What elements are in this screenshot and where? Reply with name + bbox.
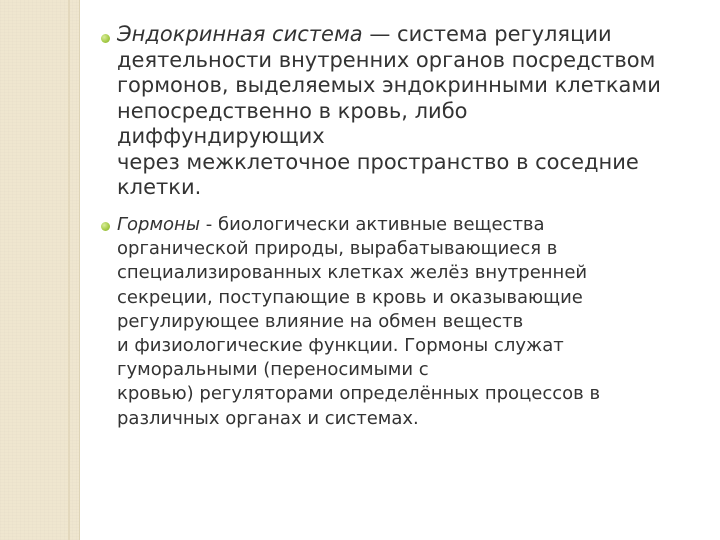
paragraph-text: — система регуляции bbox=[362, 22, 612, 46]
paragraph-line: гормонов, выделяемых эндокринными клетками bbox=[117, 73, 661, 97]
paragraph-line bbox=[117, 213, 600, 237]
paragraph-line: регулирующее влияние на обмен веществ bbox=[117, 310, 524, 332]
paragraph-line: деятельности внутренних органов посредством bbox=[117, 47, 656, 72]
paragraph-endocrine-system bbox=[117, 22, 661, 201]
paragraph-line bbox=[117, 22, 661, 48]
paragraph-hormones bbox=[117, 213, 600, 431]
bullet-icon bbox=[101, 222, 110, 231]
decorative-side-panel bbox=[0, 0, 80, 540]
paragraph-line: непосредственно в кровь, либо bbox=[117, 98, 468, 123]
paragraph-line: гуморальными (переносимыми с bbox=[117, 359, 429, 381]
paragraph-line: и физиологические функции. Гормоны служат bbox=[117, 335, 564, 357]
paragraph-line: различных органах и системах. bbox=[117, 407, 419, 429]
paragraph-line: диффундирующих bbox=[117, 124, 325, 148]
paragraph-text: - биологически активные вещества bbox=[200, 214, 545, 235]
paragraph-line: специализированных клетках желёз внутренней bbox=[117, 262, 588, 284]
term-hormones: Гормоны bbox=[117, 214, 201, 235]
paragraph-line: через межклеточное пространство в соседние bbox=[117, 149, 639, 174]
paragraph-line: секреции, поступающие в кровь и оказывающие bbox=[117, 286, 583, 308]
term-endocrine-system: Эндокринная система bbox=[117, 22, 363, 46]
bullet-icon bbox=[101, 34, 110, 43]
decorative-side-line bbox=[68, 0, 70, 540]
paragraph-line: клетки. bbox=[117, 175, 202, 199]
paragraph-line: кровью) регуляторами определённых процессов в bbox=[117, 383, 601, 405]
paragraph-line: органической природы, вырабатывающиеся в bbox=[117, 238, 558, 260]
